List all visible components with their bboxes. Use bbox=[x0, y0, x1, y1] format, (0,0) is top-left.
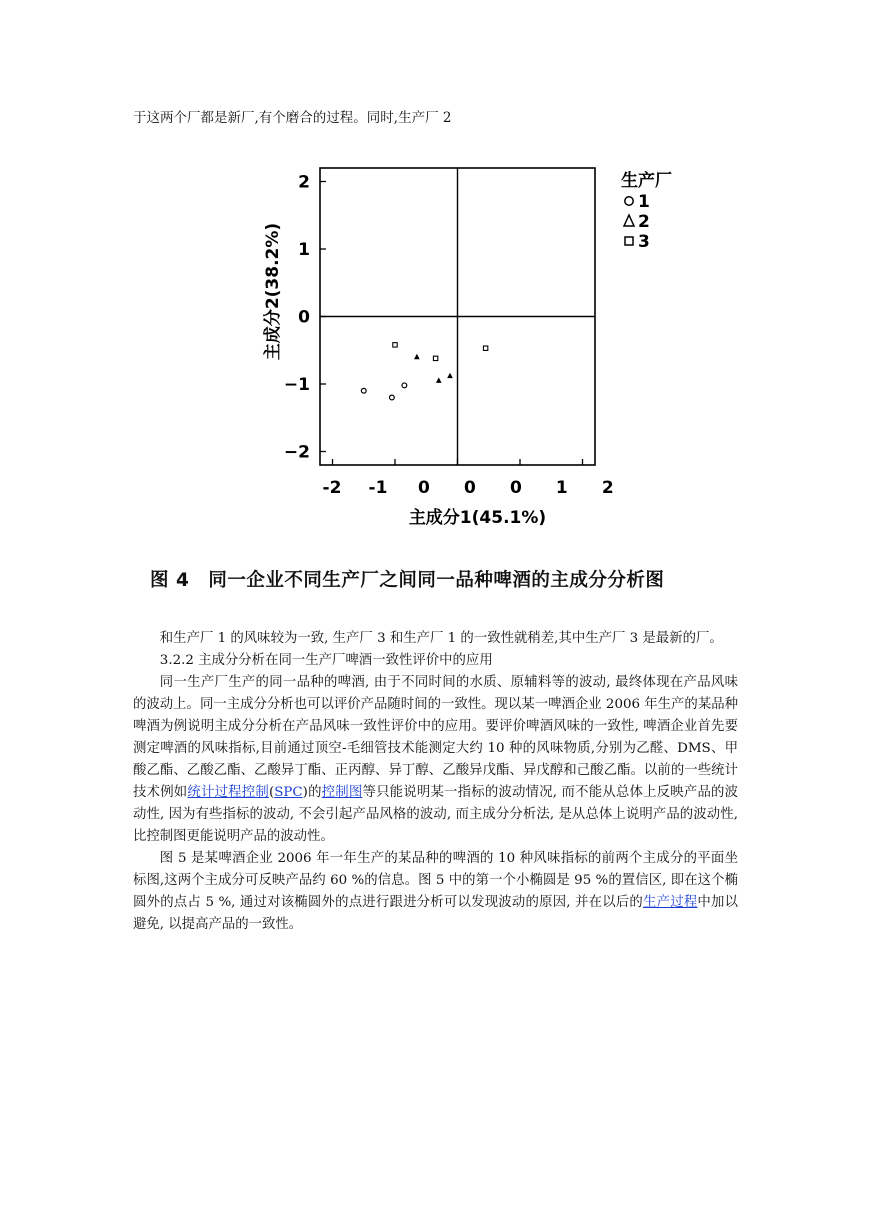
link-control-chart[interactable]: 控制图 bbox=[321, 785, 363, 800]
data-point-circle bbox=[402, 383, 407, 388]
data-point-triangle bbox=[414, 354, 420, 359]
paragraph-2-text-c: )的 bbox=[302, 785, 322, 800]
legend-marker-square bbox=[625, 237, 633, 245]
y-tick-label: 0 bbox=[298, 307, 310, 328]
y-tick-label: −2 bbox=[283, 442, 310, 463]
x-axis-label: 主成分1(45.1%) bbox=[408, 508, 547, 528]
legend-title: 生产厂 bbox=[621, 171, 672, 191]
y-tick-label: 2 bbox=[298, 172, 310, 193]
legend-marker-circle bbox=[625, 197, 633, 205]
x-tick-label: 0 bbox=[509, 478, 522, 498]
paragraph-3 bbox=[133, 848, 738, 936]
y-axis-label: 主成分2(38.2%) bbox=[263, 222, 283, 361]
pca-scatter-chart bbox=[250, 150, 750, 540]
y-tick-label: −1 bbox=[283, 375, 310, 395]
legend-marker-triangle bbox=[624, 215, 634, 226]
intro-line: 于这两个厂都是新厂,有个磨合的过程。同时,生产厂 2 bbox=[133, 110, 452, 126]
data-point-square bbox=[433, 356, 437, 360]
body-text bbox=[133, 628, 738, 936]
x-tick-label: -2 bbox=[322, 478, 342, 498]
x-tick-label: -1 bbox=[368, 478, 388, 498]
x-tick-label: 1 bbox=[555, 478, 568, 498]
link-spc[interactable]: 统计过程控制 bbox=[187, 785, 269, 800]
data-point-circle bbox=[389, 395, 394, 400]
data-point-triangle bbox=[447, 373, 453, 378]
paragraph-3-text-b: 中加以避免, 以提高产品的一致性。 bbox=[133, 895, 739, 932]
paragraph-2 bbox=[133, 672, 738, 848]
paragraph-2-text-d: 等只能说明某一指标的波动情况, 而不能从总体上反映产品的波动性, 因为有些指标的波动, 不会引起产品风格的波动, 而主成分分析法, 是从总体上说明产品的波动性,比控制图更能说明产品的波动性。 bbox=[133, 785, 739, 844]
paragraph-1: 和生产厂 1 的风味较为一致, 生产厂 3 和生产厂 1 的一致性就稍差,其中生产厂 3 是最新的厂。 bbox=[159, 631, 723, 646]
link-spc-abbr[interactable]: SPC bbox=[274, 785, 303, 800]
paragraph-3-text-a: 图 5 是某啤酒企业 2006 年一年生产的某品种的啤酒的 10 种风味指标的前两个主成分的平面坐标图,这两个主成分可反映产品约 60 %的信息。图 5 中的第一个小椭圆是 95 %的置信区, 即在这个椭圆外的点占 5 %, 通过对该椭圆外的点进行跟进分析可以发现波动的原因, 并在以后的 bbox=[133, 851, 738, 910]
data-point-circle bbox=[361, 388, 366, 393]
x-tick-label: 0 bbox=[418, 478, 430, 498]
section-heading: 3.2.2 主成分分析在同一生产厂啤酒一致性评价中的应用 bbox=[159, 653, 493, 668]
legend-label: 2 bbox=[638, 212, 650, 232]
y-tick-label: 1 bbox=[298, 240, 310, 260]
data-point-triangle bbox=[436, 377, 442, 382]
data-point-square bbox=[393, 343, 397, 347]
figure-caption: 图 4 同一企业不同生产厂之间同一品种啤酒的主成分分析图 bbox=[150, 570, 665, 591]
data-point-square bbox=[483, 346, 487, 350]
link-production-process[interactable]: 生产过程 bbox=[643, 895, 698, 910]
legend-label: 3 bbox=[638, 232, 650, 252]
x-tick-label: 0 bbox=[463, 478, 476, 498]
legend-label: 1 bbox=[638, 192, 650, 212]
x-tick-label: 2 bbox=[601, 478, 614, 498]
paragraph-2-text-b: ( bbox=[268, 785, 275, 800]
paragraph-2-text-a: 同一生产厂生产的同一品种的啤酒, 由于不同时间的水质、原辅料等的波动, 最终体现在产品风味的波动上。同一主成分分析也可以评价产品随时间的一致性。现以某一啤酒企业 2006 年生产的某品种啤酒为例说明主成分分析在产品风味一致性评价中的应用。要评价啤酒风味的一致性, 啤酒企业首先要测定啤酒的风味指标,目前通过顶空-毛细管技术能测定大约 10 种的风味物质,分别为乙醛、DMS、甲酸乙酯、乙酸乙酯、乙酸异丁酯、正丙醇、异丁醇、乙酸异戊酯、异戊醇和己酸乙酯。以前的一些统计技术例如 bbox=[133, 675, 738, 800]
